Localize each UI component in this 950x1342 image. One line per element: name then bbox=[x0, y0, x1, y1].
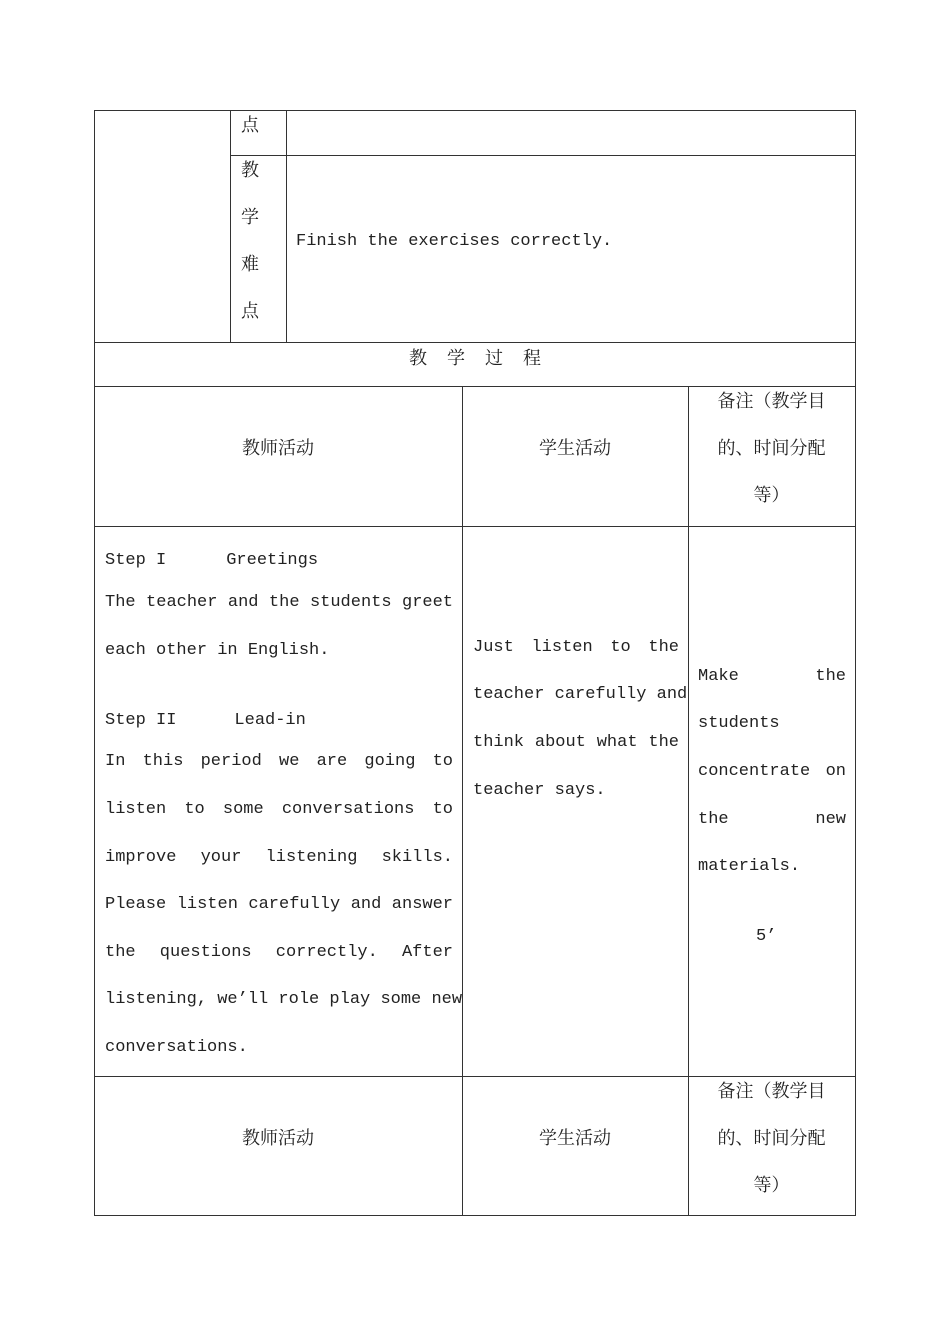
time-allocation: 5’ bbox=[756, 927, 777, 946]
notes-header: 备注（教学目 的、时间分配 等） bbox=[717, 391, 826, 506]
step1-heading: Step I Greetings bbox=[105, 551, 319, 570]
step2-line-2: listen to some conversations to bbox=[105, 800, 453, 819]
step2-line-6: listening, we’ll role play some new bbox=[105, 990, 463, 1009]
step2-line-5: the questions correctly. After bbox=[105, 943, 453, 962]
student-activity-header-repeat: 学生活动 bbox=[539, 1128, 611, 1149]
student-activity-header: 学生活动 bbox=[539, 438, 611, 459]
step2-heading: Step II Lead-in bbox=[105, 711, 306, 730]
student-line-3: think about what the bbox=[473, 733, 679, 752]
notes-line-5: materials. bbox=[698, 857, 801, 876]
student-line-4: teacher says. bbox=[473, 781, 606, 800]
notes-header-repeat: 备注（教学目 的、时间分配 等） bbox=[717, 1081, 826, 1196]
step1-line-1: The teacher and the students greet bbox=[105, 593, 453, 612]
student-line-1: Just listen to the bbox=[473, 638, 679, 657]
notes-line-3: concentrate on bbox=[698, 762, 846, 781]
notes-line-1: Make the bbox=[698, 667, 846, 686]
step2-line-1: In this period we are going to bbox=[105, 752, 453, 771]
step2-line-4: Please listen carefully and answer bbox=[105, 895, 453, 914]
continuation-label: 点 bbox=[241, 115, 259, 136]
process-header: 教 学 过 程 bbox=[409, 348, 541, 369]
teacher-activity-header: 教师活动 bbox=[242, 438, 314, 459]
step2-line-7: conversations. bbox=[105, 1038, 248, 1057]
notes-line-4: the new bbox=[698, 810, 846, 829]
step2-line-3: improve your listening skills. bbox=[105, 848, 453, 867]
difficulty-text: Finish the exercises correctly. bbox=[296, 232, 613, 251]
difficulty-label: 教 学 难 点 bbox=[241, 160, 259, 322]
step1-line-2: each other in English. bbox=[105, 641, 330, 660]
notes-line-2: students bbox=[698, 714, 780, 733]
teacher-activity-header-repeat: 教师活动 bbox=[242, 1128, 314, 1149]
student-line-2: teacher carefully and bbox=[473, 685, 688, 704]
